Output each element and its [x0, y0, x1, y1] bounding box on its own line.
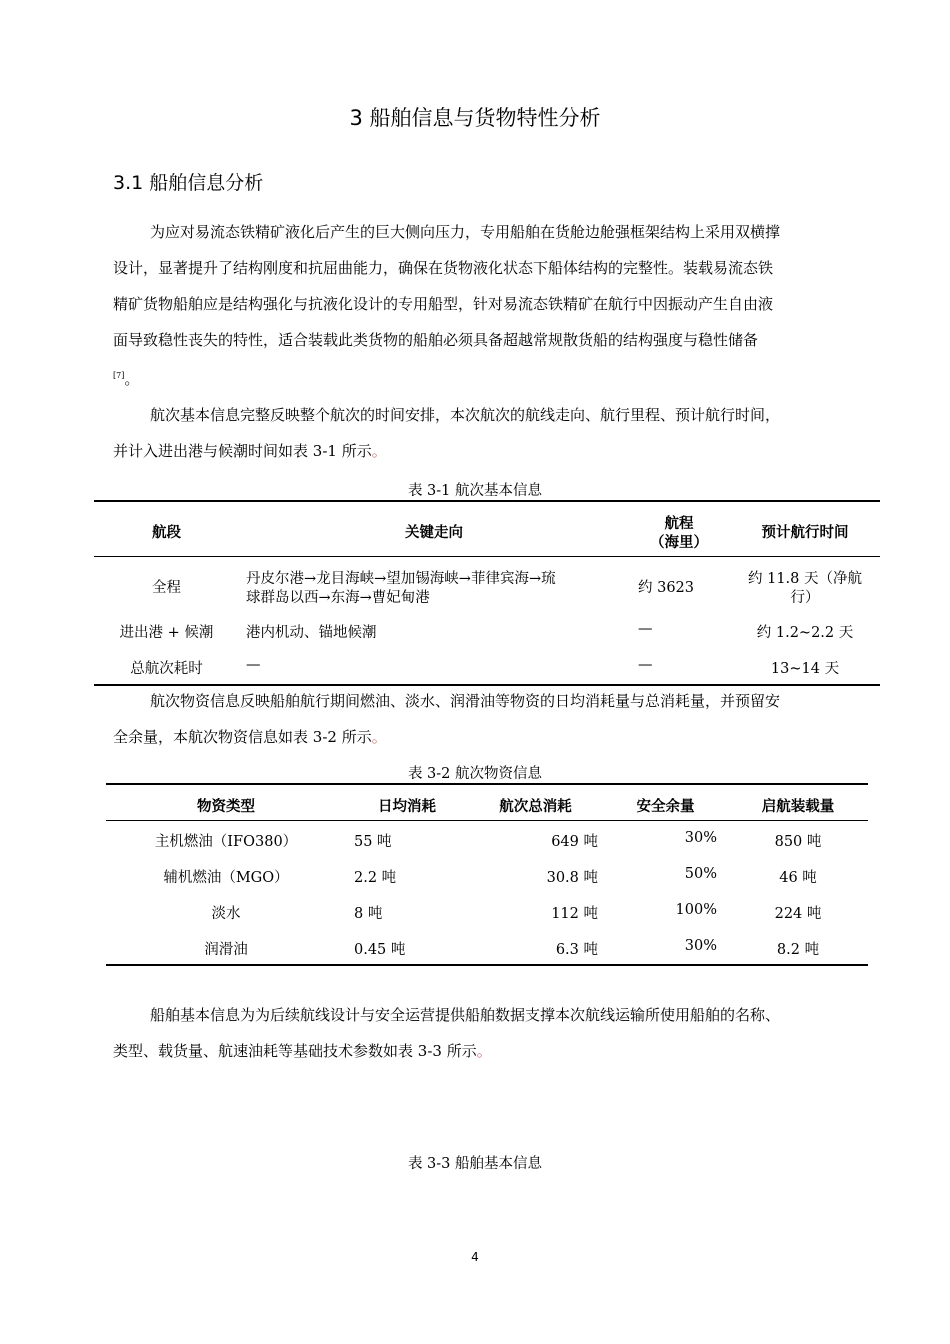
- table1-header-time: 预计航行时间: [761, 525, 849, 541]
- chapter-title: 3 船舶信息与货物特性分析: [349, 106, 601, 130]
- table2-cell-type: 淡水: [211, 906, 241, 922]
- table1-cell-route: —: [246, 657, 261, 673]
- table1-header-segment: 航段: [152, 525, 181, 541]
- paragraph-line: 船舶基本信息为为后续航线设计与安全运营提供船舶数据支撑本次航线运输所使用船舶的名称、: [150, 1006, 781, 1024]
- paragraph-line: 并计入进出港与候潮时间如表 3-1 所示: [113, 442, 372, 460]
- citation-marker: [7]: [113, 371, 125, 380]
- paragraph-line: 精矿货物船舶应是结构强化与抗液化设计的专用船型，针对易流态铁精矿在航行中因振动产生自由液: [113, 295, 774, 313]
- table1-header-distance: 航程: [664, 516, 694, 532]
- table1-cell-route: 丹皮尔港→龙目海峡→望加锡海峡→菲律宾海→琉: [246, 571, 556, 587]
- table2-cell-load: 850 吨: [774, 834, 822, 850]
- table1-header-rule: [94, 556, 880, 557]
- paragraph-ship-intro: [113, 997, 858, 1069]
- paragraph-supplies-intro: [113, 683, 858, 755]
- table2-cell-total: 30.8 吨: [546, 870, 598, 886]
- table2-cell-type: 润滑油: [204, 942, 248, 958]
- table1-cell-route: 球群岛以西→东海→曹妃甸港: [246, 590, 430, 606]
- paragraph-line: 类型、载货量、航速油耗等基础技术参数如表 3-3 所示: [113, 1042, 477, 1060]
- table2-cell-total: 649 吨: [551, 834, 598, 850]
- table1-cell-time: 13~14 天: [770, 661, 840, 677]
- paragraph-end: 。: [124, 370, 140, 388]
- paragraph-end: 。: [476, 1042, 492, 1060]
- table1-cell-route: 港内机动、锚地候潮: [246, 625, 377, 641]
- table2-header: 安全余量: [636, 799, 695, 815]
- table3-caption: 表 3-3 船舶基本信息: [407, 1156, 543, 1172]
- table2-cell-margin: 100%: [675, 902, 717, 918]
- paragraph-line: 航次基本信息完整反映整个航次的时间安排，本次航次的航线走向、航行里程、预计航行时间，: [150, 406, 781, 424]
- table2-cell-daily: 2.2 吨: [354, 870, 397, 886]
- table2-bottom-rule: [106, 964, 868, 966]
- table2-cell-margin: 50%: [684, 866, 717, 882]
- paragraph-line: 全余量，本航次物资信息如表 3-2 所示: [113, 728, 372, 746]
- table2-header: 航次总消耗: [499, 799, 572, 815]
- table2-cell-total: 6.3 吨: [555, 942, 598, 958]
- table1-cell-time: 行）: [790, 590, 820, 606]
- table1-cell-distance: —: [638, 657, 653, 673]
- section-title: 3.1 船舶信息分析: [113, 172, 264, 194]
- paragraph-voyage-intro: [113, 397, 858, 469]
- table1-caption: 表 3-1 航次基本信息: [407, 483, 543, 499]
- paragraph-end: 。: [371, 728, 387, 746]
- table2-cell-daily: 55 吨: [354, 834, 392, 850]
- table1-cell-segment: 全程: [152, 580, 181, 596]
- table2-cell-type: 辅机燃油（MGO）: [163, 870, 289, 886]
- table1-cell-distance: —: [638, 621, 653, 637]
- table2-caption: 表 3-2 航次物资信息: [407, 766, 543, 782]
- table1-header-route: 关键走向: [405, 525, 463, 541]
- table1-header-distance-unit: （海里）: [650, 535, 708, 551]
- table1-cell-time: 约 1.2~2.2 天: [756, 625, 854, 641]
- table2-cell-load: 8.2 吨: [776, 942, 820, 958]
- table2-header: 物资类型: [197, 799, 255, 815]
- table2-cell-margin: 30%: [684, 938, 717, 954]
- paragraph-line: 为应对易流态铁精矿液化后产生的巨大侧向压力，专用船舶在货舱边舱强框架结构上采用双横撑: [150, 223, 781, 241]
- table1-top-rule: [94, 500, 880, 502]
- table2-cell-type: 主机燃油（IFO380）: [154, 834, 298, 850]
- table2-cell-load: 46 吨: [779, 870, 817, 886]
- table2-cell-daily: 8 吨: [354, 906, 383, 922]
- page-number: 4: [471, 1250, 479, 1264]
- table1-cell-segment: 进出港 + 候潮: [119, 625, 214, 641]
- paragraph-line: 航次物资信息反映船舶航行期间燃油、淡水、润滑油等物资的日均消耗量与总消耗量，并预留安: [150, 692, 781, 710]
- table2-header: 启航装载量: [761, 799, 835, 815]
- paragraph-structure: [113, 214, 858, 397]
- table2-cell-total: 112 吨: [551, 906, 598, 922]
- table2-cell-margin: 30%: [684, 830, 717, 846]
- table1-cell-time: 约 11.8 天（净航: [747, 571, 862, 587]
- table2-header: 日均消耗: [378, 799, 436, 815]
- table2-cell-daily: 0.45 吨: [354, 942, 406, 958]
- table2-cell-load: 224 吨: [774, 906, 822, 922]
- table2-top-rule: [106, 783, 868, 785]
- table1-cell-distance: 约 3623: [638, 580, 695, 596]
- paragraph-line: 设计，显著提升了结构刚度和抗屈曲能力，确保在货物液化状态下船体结构的完整性。装载易流态铁: [113, 259, 774, 277]
- paragraph-line: 面导致稳性丧失的特性，适合装载此类货物的船舶必须具备超越常规散货船的结构强度与稳性储备: [113, 331, 759, 349]
- table1-cell-segment: 总航次耗时: [130, 661, 203, 677]
- paragraph-end: 。: [371, 442, 387, 460]
- table2-header-rule: [106, 820, 868, 821]
